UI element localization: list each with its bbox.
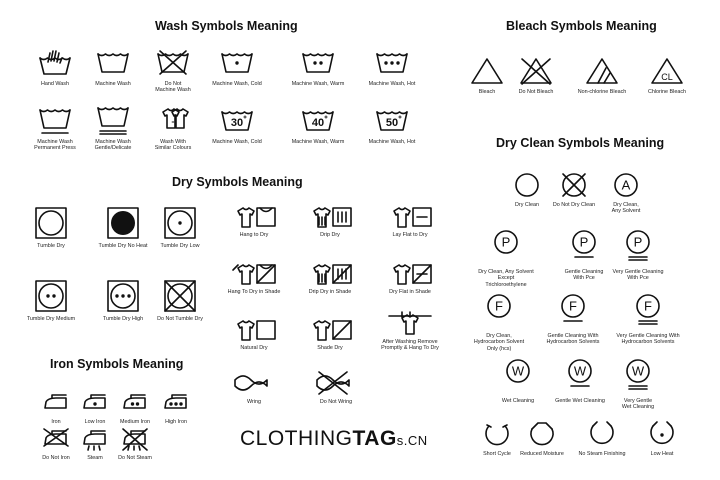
- no-steam-finishing-icon: [588, 420, 616, 448]
- gentle-cleaning-f-icon: [559, 292, 587, 330]
- reduced-moisture-icon: [528, 420, 556, 448]
- symbol-label: Drip Dry in Shade: [308, 289, 352, 295]
- do-not-steam-symbol: [95, 428, 175, 461]
- svg-text:A: A: [621, 177, 631, 193]
- svg-text:50: 50: [385, 117, 399, 129]
- brand-suffix: s.CN: [396, 433, 428, 448]
- do-not-wring-icon: [315, 372, 357, 396]
- svg-text:W: W: [573, 363, 587, 379]
- tumble-dry-no-heat-icon: [106, 206, 140, 240]
- symbol-label: Wash With Similar Colours: [154, 139, 192, 152]
- svg-text:W: W: [511, 363, 525, 379]
- do-not-bleach-icon: [519, 56, 553, 86]
- symbol-label: Wring: [247, 399, 261, 405]
- remove-promptly-hang-symbol: [370, 312, 450, 352]
- dry-flat-shade-symbol: [370, 262, 450, 295]
- symbol-label: Dry Flat in Shade: [389, 289, 431, 295]
- iron-heading: Iron Symbols Meaning: [50, 357, 184, 371]
- svg-text:=: =: [171, 120, 175, 126]
- symbol-label: Wet Cleaning: [501, 398, 535, 404]
- hang-to-dry-shade-icon: [233, 262, 275, 286]
- low-heat-icon: [648, 420, 676, 448]
- dry-clean-heading: Dry Clean Symbols Meaning: [496, 136, 665, 150]
- wash-50-icon: [375, 106, 409, 136]
- symbol-label: Tumble Dry Low: [160, 243, 200, 249]
- symbol-label: Low Heat: [650, 451, 674, 457]
- dry-clean-f-symbol: [459, 292, 539, 352]
- machine-wash-warm-symbol: [278, 48, 358, 87]
- symbol-label: Steam: [87, 455, 103, 461]
- symbol-label: Do Not Tumble Dry: [157, 316, 203, 322]
- brand-main: CLOTHING: [240, 427, 353, 450]
- very-gentle-wet-cleaning-symbol: [598, 357, 678, 411]
- wring-icon: [233, 372, 275, 396]
- symbol-label: Very Gentle Cleaning With Pce: [612, 269, 664, 282]
- symbol-label: Tumble Dry High: [102, 316, 144, 322]
- wring-symbol: [214, 372, 294, 405]
- very-gentle-cleaning-f-icon: [634, 292, 662, 330]
- drip-dry-icon: [309, 205, 351, 229]
- tumble-dry-medium-symbol: [11, 279, 91, 322]
- drip-dry-symbol: [290, 205, 370, 238]
- wash-50-symbol: [352, 106, 432, 145]
- symbol-label: Reduced Moisture: [520, 451, 564, 457]
- do-not-dry-clean-icon: [560, 171, 588, 199]
- dry-clean-f-icon: [485, 292, 513, 330]
- tumble-dry-high-icon: [106, 279, 140, 313]
- hand-wash-icon: [38, 48, 72, 78]
- tumble-dry-low-icon: [163, 206, 197, 240]
- very-gentle-cleaning-p-icon: [624, 228, 652, 266]
- symbol-label: Do Not Dry Clean: [552, 202, 596, 208]
- gentle-wet-cleaning-icon: [566, 357, 594, 395]
- symbol-label: Machine Wash, Warm: [291, 139, 345, 145]
- svg-text:P: P: [633, 234, 643, 250]
- do-not-machine-wash-icon: [156, 48, 190, 78]
- symbol-label: Medium Iron: [120, 419, 150, 425]
- symbol-label: Hang To Dry in Shade: [227, 289, 281, 295]
- symbol-label: No Steam Finishing: [578, 451, 626, 457]
- lay-flat-to-dry-symbol: [370, 205, 450, 238]
- chlorine-bleach-symbol: [627, 56, 707, 95]
- machine-wash-gentle-icon: [96, 106, 130, 136]
- wash-40-icon: [301, 106, 335, 136]
- very-gentle-wet-cleaning-icon: [624, 357, 652, 395]
- symbol-label: Very Gentle Wet Cleaning: [621, 398, 655, 411]
- brand-bold: TAG: [352, 427, 397, 450]
- symbol-label: Gentle Cleaning With Hydrocarbon Solvents: [546, 333, 600, 346]
- wash-30-icon: [220, 106, 254, 136]
- dry-clean-p-symbol: [466, 228, 546, 288]
- very-gentle-cleaning-p-symbol: [598, 228, 678, 282]
- symbol-label: Low Iron: [84, 419, 106, 425]
- symbol-label: Do Not Bleach: [518, 89, 554, 95]
- symbol-label: Machine Wash, Hot: [368, 81, 416, 87]
- remove-promptly-hang-icon: [389, 312, 431, 336]
- symbol-label: After Washing Remove Promptly & Hang To Dry: [381, 339, 439, 352]
- low-heat-symbol: [622, 420, 702, 457]
- natural-dry-icon: [233, 318, 275, 342]
- symbol-label: Dry Clean: [515, 202, 539, 208]
- symbol-label: Do Not Wring: [319, 399, 353, 405]
- chlorine-bleach-icon: [650, 56, 684, 86]
- drip-dry-shade-icon: [309, 262, 351, 286]
- symbol-label: Machine Wash, Hot: [368, 139, 416, 145]
- dry-clean-any-solvent-symbol: [586, 171, 666, 215]
- symbol-label: Do Not Machine Wash: [155, 81, 191, 94]
- dry-flat-shade-icon: [389, 262, 431, 286]
- do-not-steam-icon: [121, 428, 149, 452]
- symbol-label: Bleach: [478, 89, 496, 95]
- tumble-dry-medium-icon: [34, 279, 68, 313]
- symbol-label: Machine Wash Gentle/Delicate: [94, 139, 132, 152]
- svg-text:W: W: [631, 363, 645, 379]
- symbol-label: Machine Wash Permanent Press: [34, 139, 76, 152]
- hang-to-dry-shade-symbol: [214, 262, 294, 295]
- tumble-dry-symbol: [11, 206, 91, 249]
- hang-to-dry-symbol: [214, 205, 294, 238]
- svg-text:F: F: [495, 298, 503, 314]
- shade-dry-icon: [309, 318, 351, 342]
- very-gentle-cleaning-f-symbol: [608, 292, 688, 346]
- symbol-label: Hand Wash: [41, 81, 69, 87]
- wash-similar-colours-icon: [156, 106, 190, 136]
- svg-text:F: F: [644, 298, 652, 314]
- svg-text:40: 40: [311, 117, 325, 129]
- symbol-label: Do Not Steam: [118, 455, 152, 461]
- wash-heading: Wash Symbols Meaning: [155, 19, 298, 33]
- symbol-label: Machine Wash, Cold: [212, 139, 262, 145]
- dry-heading: Dry Symbols Meaning: [172, 175, 303, 189]
- symbol-label: Gentle Cleaning With Pce: [564, 269, 604, 282]
- symbol-label: Dry Clean, Any Solvent: [611, 202, 641, 215]
- symbol-label: Tumble Dry Medium: [26, 316, 76, 322]
- do-not-wring-symbol: [296, 372, 376, 405]
- svg-text:CL: CL: [661, 72, 673, 82]
- wash-30-symbol: [197, 106, 277, 145]
- dry-clean-p-icon: [492, 228, 520, 266]
- svg-text:30: 30: [230, 117, 244, 129]
- wet-cleaning-icon: [504, 357, 532, 395]
- svg-text:F: F: [569, 298, 577, 314]
- lay-flat-to-dry-icon: [389, 205, 431, 229]
- symbol-label: Tumble Dry: [37, 243, 65, 249]
- symbol-label: Short Cycle: [483, 451, 511, 457]
- do-not-tumble-dry-icon: [163, 279, 197, 313]
- machine-wash-cold-symbol: [197, 48, 277, 87]
- symbol-label: Iron: [51, 419, 61, 425]
- gentle-cleaning-f-symbol: [533, 292, 613, 346]
- high-iron-symbol: [136, 392, 216, 425]
- svg-text:P: P: [579, 234, 589, 250]
- symbol-label: Lay Flat to Dry: [392, 232, 428, 238]
- symbol-label: Shade Dry: [317, 345, 343, 351]
- tumble-dry-icon: [34, 206, 68, 240]
- symbol-label: Non-chlorine Bleach: [577, 89, 627, 95]
- gentle-cleaning-p-icon: [570, 228, 598, 266]
- svg-text:P: P: [501, 234, 511, 250]
- machine-wash-icon: [96, 48, 130, 78]
- symbol-label: Natural Dry: [240, 345, 268, 351]
- symbol-label: Machine Wash, Cold: [212, 81, 262, 87]
- shade-dry-symbol: [290, 318, 370, 351]
- machine-wash-warm-icon: [301, 48, 335, 78]
- natural-dry-symbol: [214, 318, 294, 351]
- bleach-heading: Bleach Symbols Meaning: [506, 19, 657, 33]
- high-iron-icon: [162, 392, 190, 416]
- non-chlorine-bleach-icon: [585, 56, 619, 86]
- symbol-label: Dry Clean, Hydrocarbon Solvent Only (hcs): [473, 333, 525, 352]
- drip-dry-shade-symbol: [290, 262, 370, 295]
- symbol-label: Chlorine Bleach: [647, 89, 687, 95]
- hang-to-dry-icon: [233, 205, 275, 229]
- symbol-label: Very Gentle Cleaning With Hydrocarbon Solvents: [616, 333, 680, 346]
- symbol-label: Drip Dry: [320, 232, 340, 238]
- symbol-label: Gentle Wet Cleaning: [555, 398, 605, 404]
- machine-wash-cold-icon: [220, 48, 254, 78]
- dry-clean-any-solvent-icon: [612, 171, 640, 199]
- symbol-label: Machine Wash: [95, 81, 131, 87]
- brand-logo: [240, 427, 428, 451]
- symbol-label: Machine Wash, Warm: [291, 81, 345, 87]
- symbol-label: High Iron: [165, 419, 187, 425]
- symbol-label: Hang to Dry: [239, 232, 269, 238]
- wash-40-symbol: [278, 106, 358, 145]
- tumble-dry-low-symbol: [140, 206, 220, 249]
- machine-wash-hot-icon: [375, 48, 409, 78]
- symbol-label: Dry Clean, Any Solvent Except Trichloroethylene: [478, 269, 534, 288]
- do-not-tumble-dry-symbol: [140, 279, 220, 322]
- symbol-label: Do Not Iron: [42, 455, 70, 461]
- machine-wash-hot-symbol: [352, 48, 432, 87]
- machine-wash-permanent-press-icon: [38, 106, 72, 136]
- symbol-label: Tumble Dry No Heat: [98, 243, 148, 249]
